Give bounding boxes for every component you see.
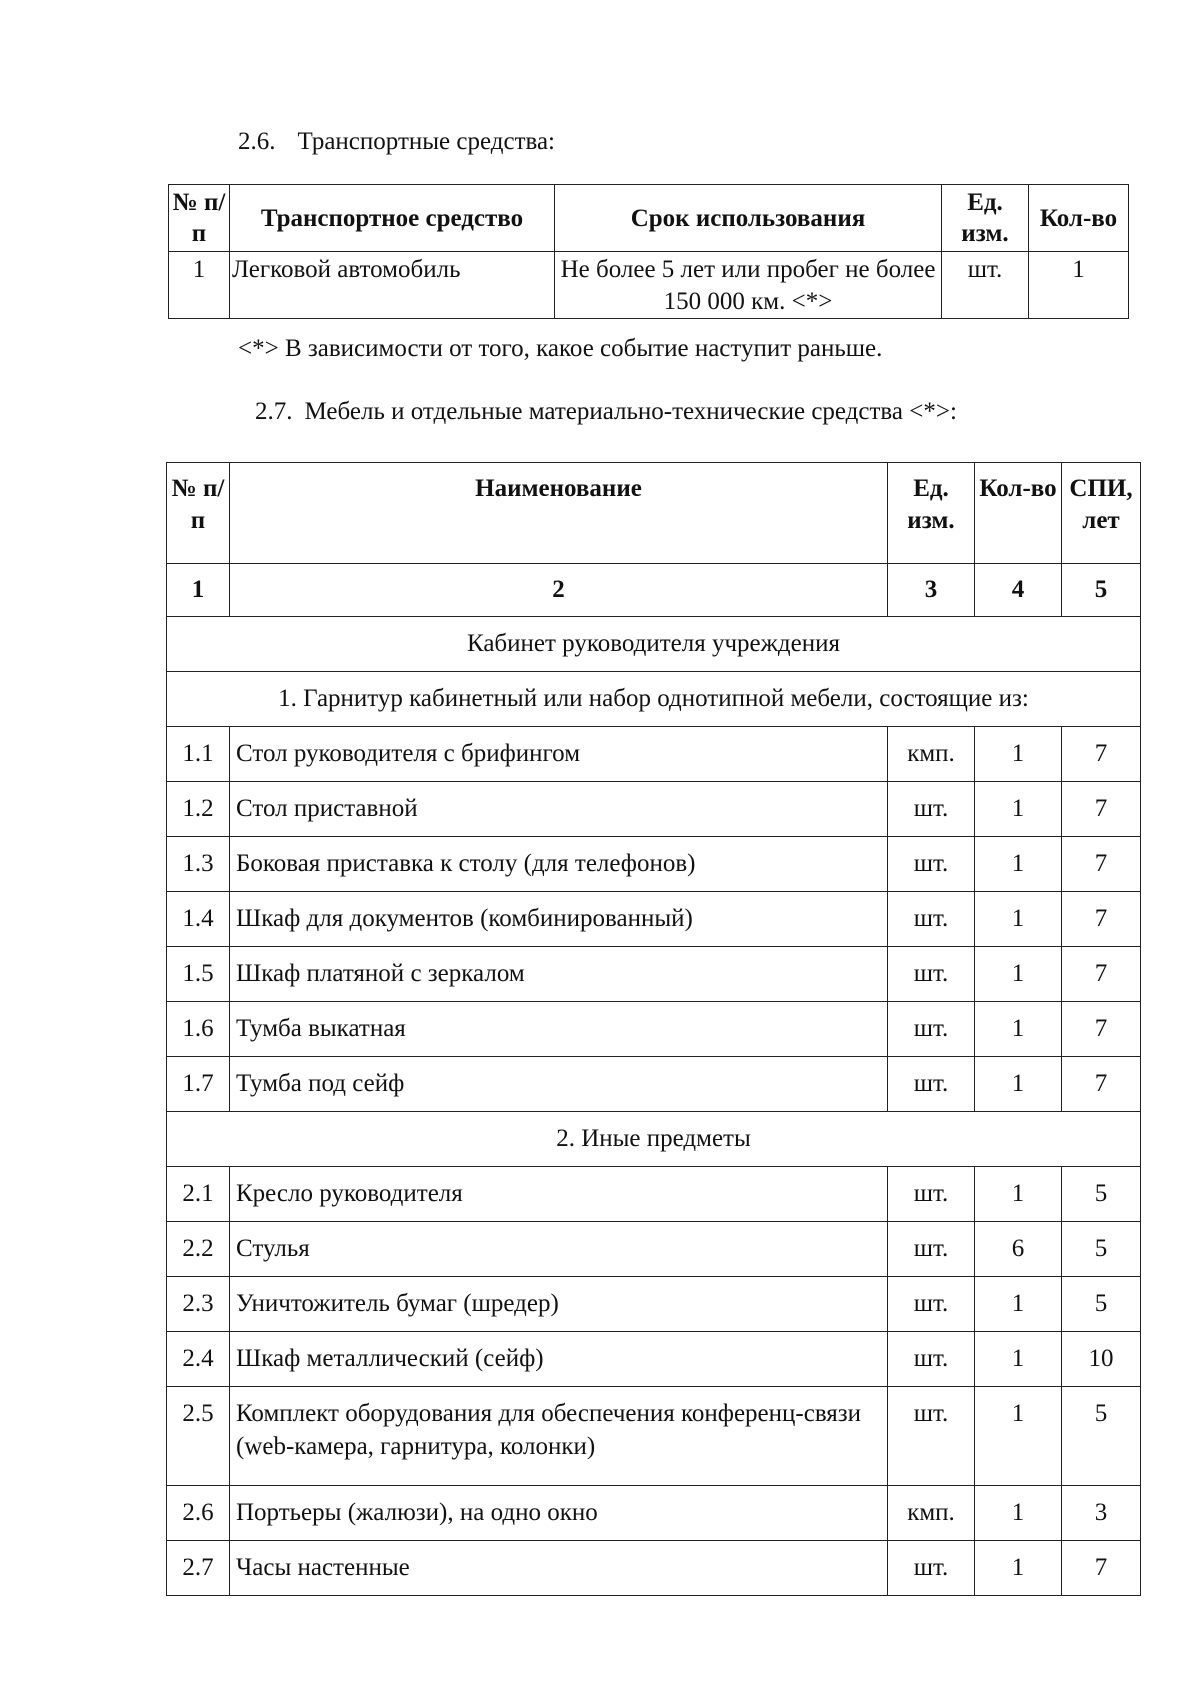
cell-qty: 1 (975, 1167, 1062, 1222)
cell-num: 2.4 (167, 1332, 230, 1387)
cell-name: Шкаф для документов (комбинированный) (230, 892, 888, 947)
table-row (169, 252, 1129, 319)
cell-name: Боковая приставка к столу (для телефонов) (230, 837, 888, 892)
col-header-unit: Ед. изм. (888, 463, 975, 564)
vehicles-footnote: <*> В зависимости от того, какое событие наступит раньше. (238, 335, 883, 362)
room-title: Кабинет руководителя учреждения (167, 617, 1141, 672)
cell-unit: шт. (942, 252, 1029, 319)
cell-name: Стол руководителя с брифингом (230, 727, 888, 782)
table-row (167, 727, 1141, 782)
cell-unit: шт. (888, 1167, 975, 1222)
cell-unit: шт. (888, 1387, 975, 1486)
section-2-7-title: Мебель и отдельные материально-технические средства <*>: (304, 398, 957, 425)
table-row (167, 837, 1141, 892)
cell-num: 2.7 (167, 1541, 230, 1596)
table-row (167, 1277, 1141, 1332)
group-2-title: 2. Иные предметы (167, 1112, 1141, 1167)
cell-life: 5 (1062, 1222, 1141, 1277)
column-number: 4 (975, 564, 1062, 617)
furniture-table-header (167, 463, 1141, 564)
col-header-num: № п/п (167, 463, 230, 564)
cell-unit: шт. (888, 1222, 975, 1277)
cell-name: Стулья (230, 1222, 888, 1277)
cell-name: Часы настенные (230, 1541, 888, 1596)
table-row (167, 1332, 1141, 1387)
cell-qty: 6 (975, 1222, 1062, 1277)
cell-name: Комплект оборудования для обеспечения конференц-связи (web-камера, гарнитура, колонки) (230, 1387, 888, 1486)
col-header-name: Наименование (230, 463, 888, 564)
table-row (167, 1167, 1141, 1222)
cell-life: 7 (1062, 782, 1141, 837)
cell-qty: 1 (975, 1332, 1062, 1387)
col-header-life: СПИ, лет (1062, 463, 1141, 564)
column-numbers-row (167, 564, 1141, 617)
column-number: 5 (1062, 564, 1141, 617)
cell-name: Портьеры (жалюзи), на одно окно (230, 1486, 888, 1541)
cell-life: 7 (1062, 947, 1141, 1002)
cell-qty: 1 (975, 782, 1062, 837)
cell-num: 1.6 (167, 1002, 230, 1057)
group-1-items (167, 727, 1141, 1112)
room-title-row (167, 617, 1141, 672)
cell-unit: шт. (888, 1332, 975, 1387)
cell-life: 7 (1062, 1057, 1141, 1112)
cell-unit: шт. (888, 1541, 975, 1596)
cell-qty: 1 (975, 837, 1062, 892)
table-row (167, 947, 1141, 1002)
section-2-7-number: 2.7. (255, 398, 293, 425)
col-header-qty: Кол-во (975, 463, 1062, 564)
cell-qty: 1 (975, 947, 1062, 1002)
cell-unit: шт. (888, 947, 975, 1002)
cell-qty: 1 (975, 1486, 1062, 1541)
col-header-vehicle: Транспортное средство (230, 185, 555, 252)
cell-life: 7 (1062, 727, 1141, 782)
cell-name: Тумба под сейф (230, 1057, 888, 1112)
cell-unit: кмп. (888, 727, 975, 782)
cell-num: 1.4 (167, 892, 230, 947)
cell-unit: кмп. (888, 1486, 975, 1541)
section-2-6-heading (238, 128, 555, 156)
table-row (167, 1057, 1141, 1112)
cell-num: 1.2 (167, 782, 230, 837)
cell-num: 1.5 (167, 947, 230, 1002)
cell-life: 7 (1062, 837, 1141, 892)
cell-qty: 1 (975, 1002, 1062, 1057)
table-row (167, 1486, 1141, 1541)
cell-life: 7 (1062, 892, 1141, 947)
column-number: 3 (888, 564, 975, 617)
cell-unit: шт. (888, 1277, 975, 1332)
cell-unit: шт. (888, 782, 975, 837)
cell-qty: 1 (1029, 252, 1129, 319)
cell-life: 5 (1062, 1387, 1141, 1486)
cell-num: 2.3 (167, 1277, 230, 1332)
group-1-title-row (167, 672, 1141, 727)
cell-num: 2.1 (167, 1167, 230, 1222)
cell-unit: шт. (888, 1002, 975, 1057)
cell-name: Уничтожитель бумаг (шредер) (230, 1277, 888, 1332)
cell-num: 1 (169, 252, 230, 319)
cell-term: Не более 5 лет или пробег не более 150 000 км. <*> (555, 252, 942, 319)
group-2-title-row (167, 1112, 1141, 1167)
furniture-table (166, 462, 1141, 1596)
vehicles-table (168, 184, 1129, 319)
cell-name: Шкаф металлический (сейф) (230, 1332, 888, 1387)
cell-life: 3 (1062, 1486, 1141, 1541)
section-2-6-number: 2.6. (238, 128, 276, 155)
cell-qty: 1 (975, 1541, 1062, 1596)
cell-life: 5 (1062, 1167, 1141, 1222)
cell-qty: 1 (975, 727, 1062, 782)
cell-name: Тумба выкатная (230, 1002, 888, 1057)
col-header-unit: Ед. изм. (942, 185, 1029, 252)
cell-num: 2.5 (167, 1387, 230, 1486)
cell-life: 5 (1062, 1277, 1141, 1332)
table-row (167, 782, 1141, 837)
cell-num: 2.2 (167, 1222, 230, 1277)
cell-num: 1.1 (167, 727, 230, 782)
cell-name: Стол приставной (230, 782, 888, 837)
section-2-6-title: Транспортные средства: (297, 128, 556, 155)
cell-qty: 1 (975, 1387, 1062, 1486)
cell-name: Шкаф платяной с зеркалом (230, 947, 888, 1002)
cell-vehicle: Легковой автомобиль (230, 252, 555, 319)
table-row (167, 892, 1141, 947)
cell-num: 1.3 (167, 837, 230, 892)
cell-qty: 1 (975, 1277, 1062, 1332)
cell-name: Кресло руководителя (230, 1167, 888, 1222)
column-number: 1 (167, 564, 230, 617)
cell-life: 7 (1062, 1002, 1141, 1057)
section-2-7-heading (255, 398, 957, 426)
table-row (167, 1387, 1141, 1486)
table-row (167, 1222, 1141, 1277)
cell-num: 1.7 (167, 1057, 230, 1112)
col-header-term: Срок использования (555, 185, 942, 252)
column-number: 2 (230, 564, 888, 617)
vehicles-table-header (169, 185, 1129, 252)
col-header-qty: Кол-во (1029, 185, 1129, 252)
cell-unit: шт. (888, 837, 975, 892)
cell-qty: 1 (975, 892, 1062, 947)
cell-num: 2.6 (167, 1486, 230, 1541)
cell-life: 10 (1062, 1332, 1141, 1387)
cell-unit: шт. (888, 892, 975, 947)
table-row (167, 1541, 1141, 1596)
group-1-title: 1. Гарнитур кабинетный или набор однотипной мебели, состоящие из: (167, 672, 1141, 727)
cell-unit: шт. (888, 1057, 975, 1112)
group-2-items (167, 1167, 1141, 1596)
table-row (167, 1002, 1141, 1057)
col-header-num: № п/п (169, 185, 230, 252)
cell-qty: 1 (975, 1057, 1062, 1112)
cell-life: 7 (1062, 1541, 1141, 1596)
